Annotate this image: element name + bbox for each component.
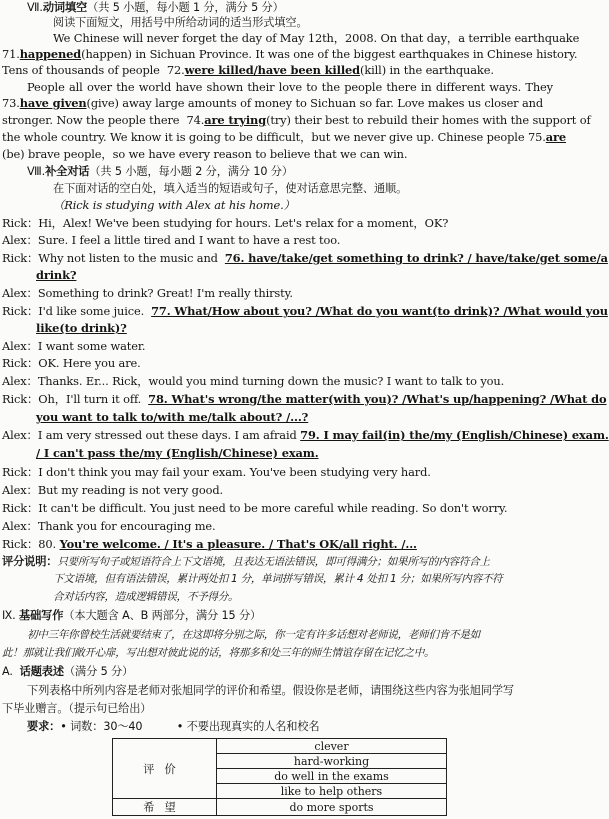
section-9-intro: 此！那就让我们敞开心扉，写出想对彼此说的话，将那多和处三年的师生情谊存留在记忆之中。 bbox=[2, 647, 435, 659]
scoring-notes: 评分说明：只要所写句子或短语符合上下文语境，且表达无语法错误，即可得满分；如果所写的内容符合上 bbox=[2, 555, 490, 568]
section-8-heading: Ⅷ.补全对话（共 5 小题，每小题 2 分，满分 10 分） bbox=[27, 165, 293, 178]
dialogue-line: Alex：Thank you for encouraging me. bbox=[2, 519, 216, 533]
answer-77-cont: like(to drink)? bbox=[36, 321, 127, 335]
passage-line: stronger. Now the people there 74.are trying(try) their best to rebuild their homes with the support of bbox=[2, 113, 591, 127]
answer-76-cont: drink? bbox=[36, 268, 77, 282]
answer-78: 78. What's wrong/the matter(with you)? /What's up/happening? /What do bbox=[148, 392, 607, 406]
scoring-notes-line: 下文语境，但有语法错误，累计两处扣 1 分，单词拼写错误，累计 4 处扣 1 分；如果所写内容不符 bbox=[53, 573, 503, 585]
section-note: （共 5 小题，每小题 1 分，满分 5 分） bbox=[87, 1, 284, 14]
passage-line: 73.have given(give) away large amounts of money to Sichuan so far. Love makes us closer and bbox=[2, 96, 544, 110]
dialogue-line: Alex：But my reading is not very good. bbox=[2, 483, 224, 497]
section-7-instruction: 阅读下面短文，用括号中所给动词的适当形式填空。 bbox=[53, 16, 308, 29]
dialogue-line: Rick：I'd like some juice. 77. What/How about you? /What do you want(to drink)? /What would you bbox=[2, 304, 608, 318]
passage-line: People all over the world have shown their love to the people there in different ways. They bbox=[27, 80, 553, 94]
dialogue-line: Rick：80. You're welcome. / It's a pleasure. / That's OK/all right. /... bbox=[2, 537, 417, 551]
scoring-notes-line: 合对话内容，造成逻辑错误，不予得分。 bbox=[53, 591, 239, 603]
table-cell: clever bbox=[217, 739, 447, 754]
answer-72: were killed/have been killed bbox=[184, 63, 361, 77]
answer-74: are trying bbox=[204, 113, 267, 127]
answer-79-cont: / I can't pass the/my (English/Chinese) exam. bbox=[36, 446, 319, 460]
dialogue-line: Rick：OK. Here you are. bbox=[2, 356, 141, 370]
answer-73: have given bbox=[19, 96, 87, 110]
part-a-task: 下列表格中所列内容是老师对张旭同学的评价和希望。假设你是老师，请围绕这些内容为张旭同学写 bbox=[27, 684, 514, 697]
passage-line: the whole country. We know it is going to be difficult，but we never give up. Chinese people 75.are bbox=[2, 130, 567, 144]
table-row bbox=[113, 739, 447, 754]
answer-76: 76. have/take/get something to drink? / have/take/get some/a bbox=[224, 251, 608, 265]
dialogue-line: Rick：I don't think you may fail your exam. You've been studying very hard. bbox=[2, 465, 431, 479]
scoring-notes-label: 评分说明： bbox=[2, 555, 58, 568]
section-9-heading: Ⅸ. 基础写作（本大题含 A、B 两部分，满分 15 分） bbox=[2, 609, 262, 622]
dialogue-line: Rick：Oh，I'll turn it off. 78. What's wrong/the matter(with you)? /What's up/happening? /What do bbox=[2, 392, 607, 406]
section-7-heading bbox=[27, 0, 284, 15]
dialogue-line: Alex：Thanks. Er... Rick，would you mind turning down the music? I want to talk to you. bbox=[2, 374, 505, 388]
answer-79: 79. I may fail(in) the/my (English/Chinese) exam. bbox=[300, 428, 609, 442]
evaluation-table bbox=[112, 738, 447, 816]
table-cell: do well in the exams bbox=[217, 769, 447, 784]
hope-label: 希望 bbox=[113, 799, 217, 816]
passage-line: Tens of thousands of people 72.were killed/have been killed(kill) in the earthquake. bbox=[2, 63, 494, 77]
part-a-task: 下毕业赠言。（提示句已给出） bbox=[2, 702, 152, 715]
answer-71: happened bbox=[19, 47, 82, 61]
answer-77: 77. What/How about you? /What do you want(to drink)? /What would you bbox=[151, 304, 608, 318]
part-a-heading: A. 话题表述（满分 5 分） bbox=[2, 665, 134, 678]
dialogue-line: Rick：Hi，Alex! We've been studying for hours. Let's relax for a moment，OK? bbox=[2, 216, 449, 230]
dialogue-line: Alex：Something to drink? Great! I'm really thirsty. bbox=[2, 286, 293, 300]
answer-78-cont: you want to talk to/with me/talk about? /...? bbox=[36, 410, 309, 424]
dialogue-line: Alex：I am very stressed out these days. I am afraid 79. I may fail(in) the/my (English/Chinese) exam. bbox=[2, 428, 609, 442]
dialogue-line: Rick：Why not listen to the music and 76. have/take/get something to drink? / have/take/get some/a bbox=[2, 251, 608, 265]
dialogue-line: Rick：It can't be difficult. You just need to be more careful while reading. So don't worry. bbox=[2, 501, 508, 515]
table-cell: hard-working bbox=[217, 754, 447, 769]
section-title: 动词填空 bbox=[42, 1, 88, 14]
table-cell: do more sports bbox=[217, 799, 447, 816]
passage-line: 71.happened(happen) in Sichuan Province. It was one of the biggest earthquakes in Chinese history. bbox=[2, 47, 578, 61]
section-8-instruction: 在下面对话的空白处，填入适当的短语或句子，使对话意思完整、通顺。 bbox=[53, 182, 408, 195]
answer-80: You're welcome. / It's a pleasure. / That's OK/all right. /... bbox=[59, 537, 417, 551]
dialogue-line: Alex：Sure. I feel a little tired and I want to have a rest too. bbox=[2, 233, 341, 247]
passage-line: (be) brave people，so we have every reason to believe that we can win. bbox=[2, 147, 408, 161]
section-number: Ⅶ. bbox=[27, 1, 43, 14]
section-9-intro: 初中三年你曾校生活就要结束了，在这即将分别之际，你一定有许多话想对老师说，老师们肯不是如 bbox=[27, 629, 480, 641]
answer-75: are bbox=[545, 130, 567, 144]
dialogue-line: Alex：I want some water. bbox=[2, 339, 146, 353]
table-cell: like to help others bbox=[217, 784, 447, 799]
passage-line: We Chinese will never forget the day of May 12th，2008. On that day，a terrible earthquake bbox=[53, 31, 580, 45]
eval-label: 评价 bbox=[113, 739, 217, 799]
table-row bbox=[113, 799, 447, 816]
dialogue-scene: （Rick is studying with Alex at his home.） bbox=[53, 198, 295, 212]
requirements: 要求：• 词数：30～40 • 不要出现真实的人名和校名 bbox=[27, 720, 320, 733]
